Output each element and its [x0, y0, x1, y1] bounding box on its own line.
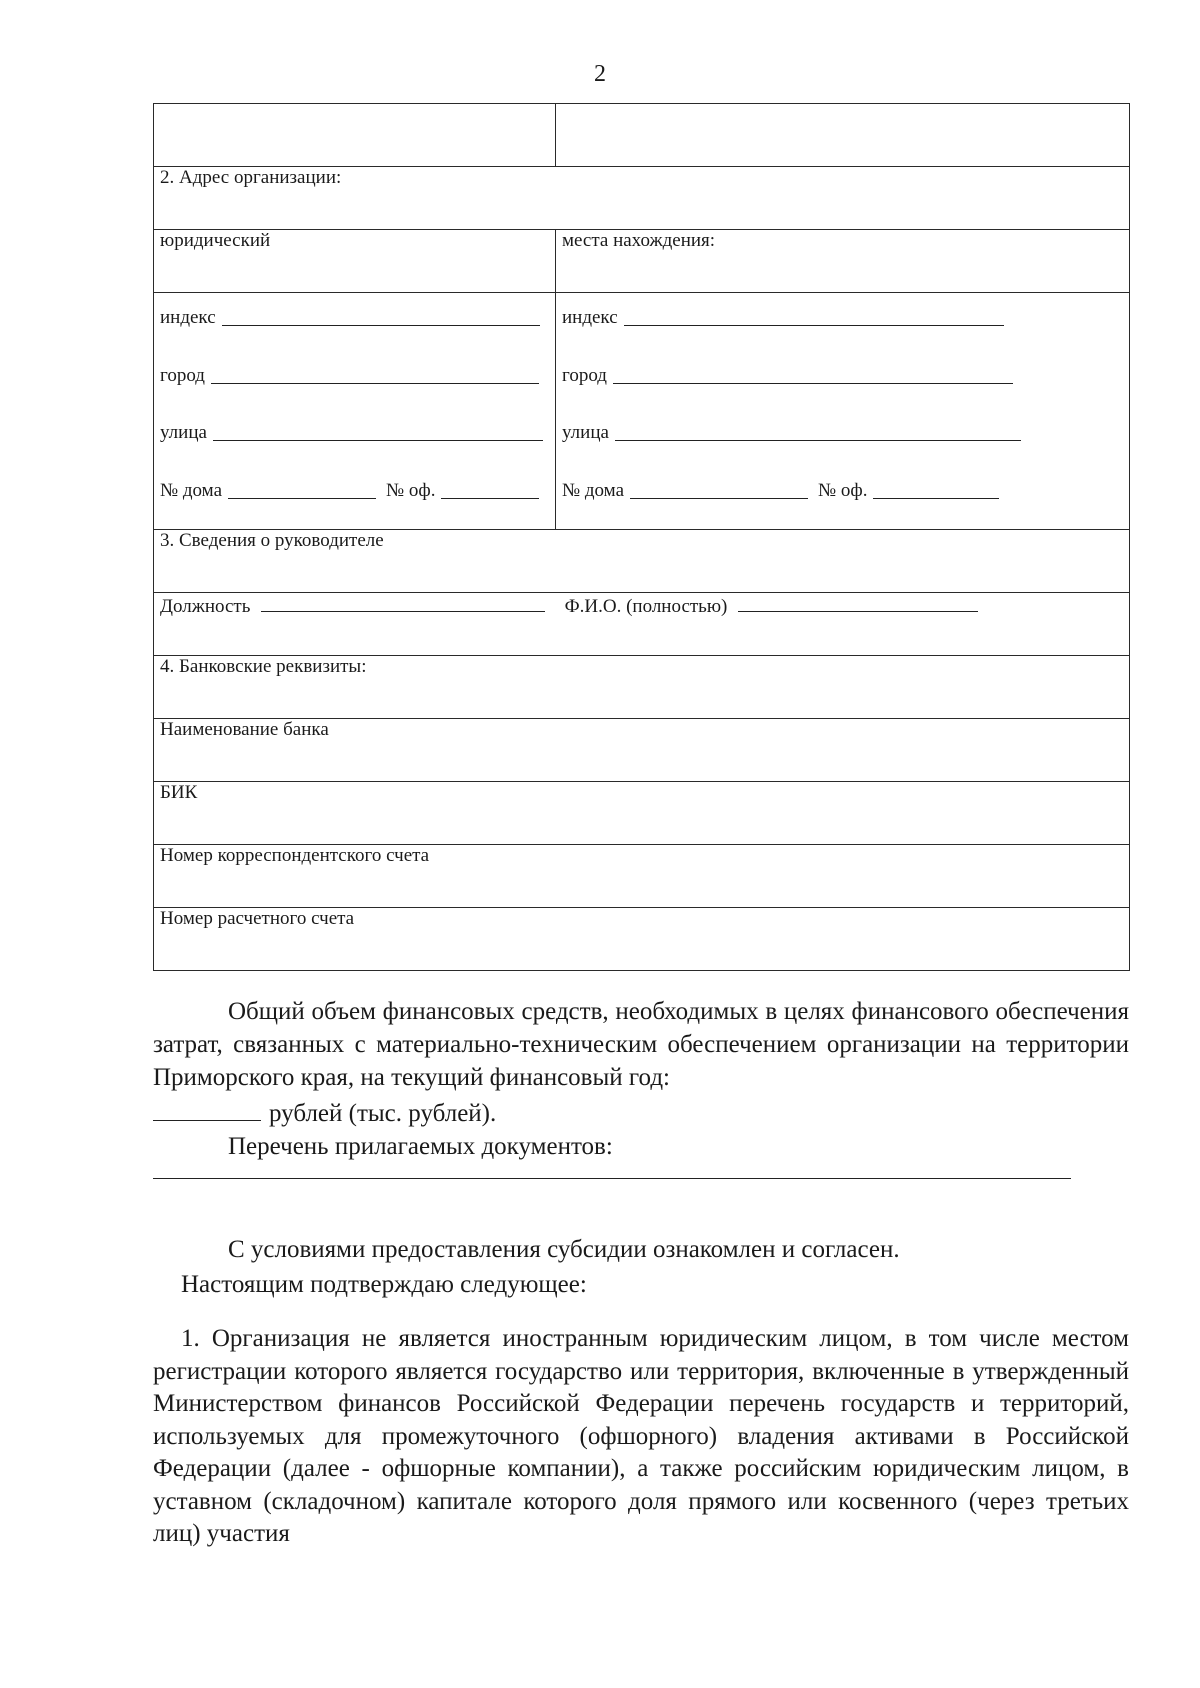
bank-name-label: Наименование банка [154, 719, 1130, 782]
settlement-account-label: Номер расчетного счета [154, 908, 1130, 971]
office-label: № оф. [386, 479, 436, 501]
section-4-title: 4. Банковские реквизиты: [154, 656, 1130, 719]
table-row [154, 530, 1130, 593]
table-row [154, 167, 1130, 230]
confirm-text: Настоящим подтверждаю следующее: [181, 1271, 587, 1298]
location-city-line [562, 351, 1123, 409]
head-details-line [154, 593, 1130, 656]
consent-block [153, 1232, 1129, 1302]
house-label: № дома [160, 479, 223, 501]
bik-label: БИК [154, 782, 1130, 845]
city-label: город [562, 364, 607, 386]
legal-address-label: юридический [154, 230, 556, 293]
location-house-field[interactable] [630, 480, 808, 499]
organization-form-table [153, 103, 1130, 971]
table-row-top [154, 104, 1130, 167]
table-row [154, 719, 1130, 782]
location-index-line [562, 293, 1123, 351]
street-label: улица [562, 422, 609, 443]
financial-volume-block [153, 995, 1129, 1163]
volume-paragraph: Общий объем финансовых средств, необходимых в целях финансового обеспечения затрат, связанных с материально-техническим обеспечением организации на территории Приморского края, на текущий финансовый год: [153, 998, 1129, 1091]
fio-field[interactable] [738, 593, 978, 612]
location-house-line [562, 466, 1123, 524]
top-right-cell[interactable] [556, 104, 1130, 167]
section-2-title: 2. Адрес организации: [154, 167, 1130, 230]
table-row [154, 656, 1130, 719]
house-label: № дома [562, 479, 625, 501]
top-left-cell[interactable] [154, 104, 556, 167]
location-address-fields [556, 293, 1130, 530]
consent-text: С условиями предоставления субсидии ознакомлен и согласен. [228, 1236, 900, 1263]
street-label: улица [160, 422, 207, 443]
position-label: Должность [160, 596, 251, 617]
rubles-amount-field[interactable] [153, 1094, 261, 1121]
location-office-field[interactable] [873, 480, 999, 499]
table-row [154, 230, 1130, 293]
location-index-field[interactable] [624, 307, 1004, 326]
legal-index-field[interactable] [222, 307, 540, 326]
table-row [154, 782, 1130, 845]
item-1-block [153, 1323, 1129, 1551]
location-address-label: места нахождения: [556, 230, 1130, 293]
legal-city-line [160, 351, 549, 409]
location-city-field[interactable] [613, 365, 1013, 384]
index-label: индекс [160, 307, 216, 328]
legal-house-field[interactable] [228, 480, 376, 499]
page-number: 2 [594, 61, 606, 87]
table-row [154, 845, 1130, 908]
location-street-line [562, 408, 1123, 466]
index-label: индекс [562, 307, 618, 328]
city-label: город [160, 364, 205, 386]
legal-index-line [160, 293, 549, 351]
rubles-line [153, 1094, 1129, 1130]
legal-address-fields [154, 293, 556, 530]
rubles-text: рублей (тыс. рублей). [269, 1100, 497, 1127]
table-row [154, 908, 1130, 971]
section-3-title: 3. Сведения о руководителе [154, 530, 1130, 593]
corr-account-label: Номер корреспондентского счета [154, 845, 1130, 908]
item-1-text: 1. Организация не является иностранным юридическим лицом, в том числе местом регистрации которого является государство или территория, включенные в утвержденный Министерством финансов Российской Федерации перечень государств и территорий, используемых для промежуточного (офшорного) владения активами в Российской Федерации (далее - офшорные компании), а также российским юридическим лицом, в уставном (складочном) капитале которого доля прямого или косвенного (через третьих лиц) участия [153, 1325, 1129, 1547]
table-row [154, 593, 1130, 656]
legal-office-field[interactable] [441, 480, 539, 499]
documents-list-label: Перечень прилагаемых документов: [228, 1133, 613, 1160]
address-fields-row [154, 293, 1130, 530]
position-field[interactable] [261, 593, 545, 612]
legal-house-line [160, 466, 549, 524]
legal-street-line [160, 408, 549, 466]
location-street-field[interactable] [615, 422, 1021, 441]
fio-label: Ф.И.О. (полностью) [564, 596, 728, 617]
legal-street-field[interactable] [213, 422, 543, 441]
legal-city-field[interactable] [211, 365, 539, 384]
office-label: № оф. [818, 479, 868, 501]
documents-list-field[interactable] [153, 1178, 1071, 1179]
